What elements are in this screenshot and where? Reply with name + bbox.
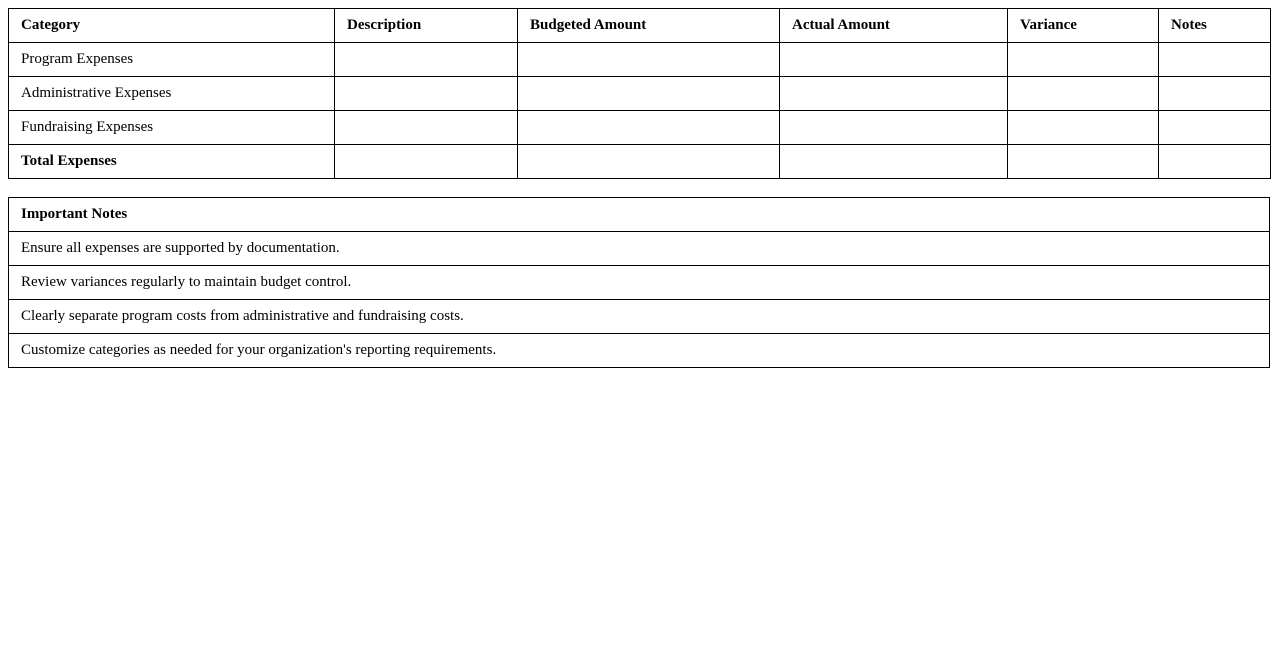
- list-item: [9, 232, 1270, 266]
- header-notes: Notes: [1159, 9, 1271, 43]
- cell-variance: [1008, 77, 1159, 111]
- cell-description: [335, 145, 518, 179]
- cell-notes: [1159, 43, 1271, 77]
- cell-description: [335, 43, 518, 77]
- header-category: Category: [9, 9, 335, 43]
- cell-total-label: Total Expenses: [9, 145, 335, 179]
- list-item: [9, 300, 1270, 334]
- notes-title: Important Notes: [9, 198, 1270, 232]
- budget-table: [8, 8, 1271, 179]
- table-row: [9, 77, 1271, 111]
- cell-budgeted-amount: [518, 43, 780, 77]
- cell-actual-amount: [780, 145, 1008, 179]
- cell-variance: [1008, 111, 1159, 145]
- notes-header-row: [9, 198, 1270, 232]
- cell-notes: [1159, 145, 1271, 179]
- cell-budgeted-amount: [518, 77, 780, 111]
- cell-category: Administrative Expenses: [9, 77, 335, 111]
- document-body: [8, 8, 1270, 368]
- cell-notes: [1159, 111, 1271, 145]
- cell-notes: [1159, 77, 1271, 111]
- important-notes-table: [8, 197, 1270, 368]
- table-row: [9, 43, 1271, 77]
- cell-actual-amount: [780, 111, 1008, 145]
- header-variance: Variance: [1008, 9, 1159, 43]
- cell-variance: [1008, 145, 1159, 179]
- cell-budgeted-amount: [518, 111, 780, 145]
- cell-category: Fundraising Expenses: [9, 111, 335, 145]
- list-item: [9, 334, 1270, 368]
- list-item: [9, 266, 1270, 300]
- note-text: Review variances regularly to maintain budget control.: [9, 266, 1270, 300]
- cell-category: Program Expenses: [9, 43, 335, 77]
- note-text: Ensure all expenses are supported by documentation.: [9, 232, 1270, 266]
- cell-description: [335, 111, 518, 145]
- header-description: Description: [335, 9, 518, 43]
- cell-variance: [1008, 43, 1159, 77]
- total-row: [9, 145, 1271, 179]
- header-actual-amount: Actual Amount: [780, 9, 1008, 43]
- note-text: Customize categories as needed for your organization's reporting requirements.: [9, 334, 1270, 368]
- cell-actual-amount: [780, 77, 1008, 111]
- budget-header-row: [9, 9, 1271, 43]
- cell-budgeted-amount: [518, 145, 780, 179]
- cell-description: [335, 77, 518, 111]
- cell-actual-amount: [780, 43, 1008, 77]
- note-text: Clearly separate program costs from administrative and fundraising costs.: [9, 300, 1270, 334]
- table-row: [9, 111, 1271, 145]
- header-budgeted-amount: Budgeted Amount: [518, 9, 780, 43]
